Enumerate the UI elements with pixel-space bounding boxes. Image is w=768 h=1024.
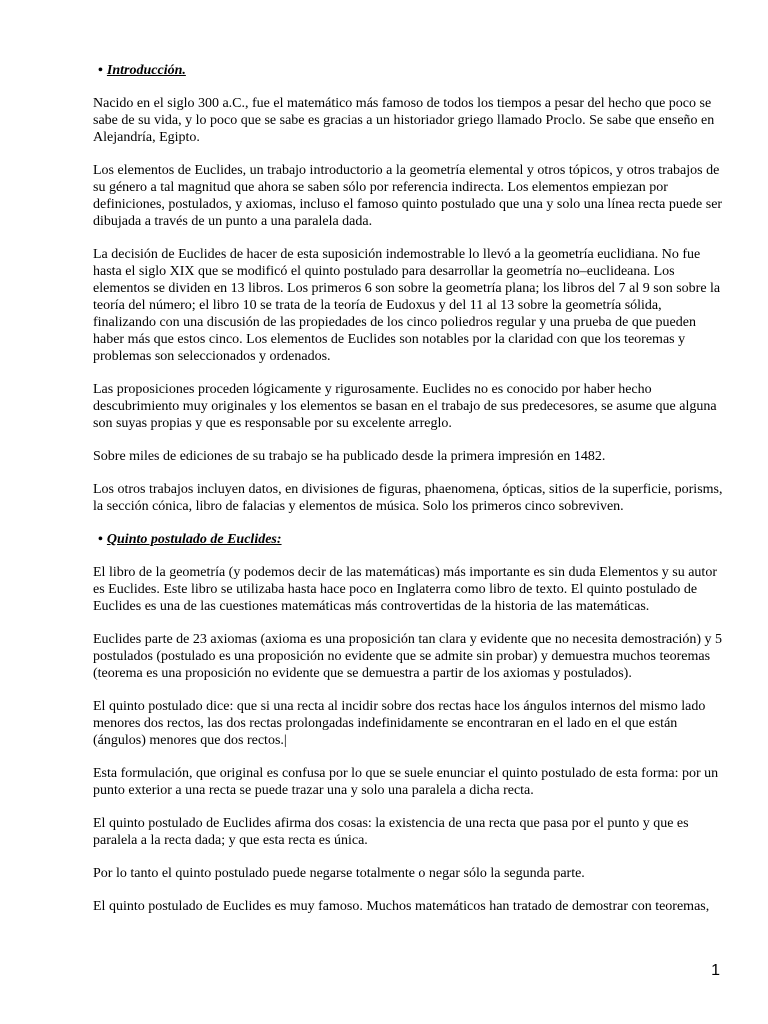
paragraph: Euclides parte de 23 axiomas (axioma es una proposición tan clara y evidente que no necesita demostración) y 5 postulados (postulado es una proposición no evidente que se admite sin probar) y demuestra muchos teoremas (teorema es una proposición no evidente que se demuestra a partir de los axiomas y postulados). <box>93 632 723 681</box>
paragraph: El quinto postulado dice: que si una recta al incidir sobre dos rectas hace los ángulos internos del mismo lado menores dos rectos, las dos rectas prolongadas indefinidamente se encontraran en el lado en el que están (ángulos) menores que dos rectos.| <box>93 699 706 748</box>
heading-text: Introducción. <box>106 63 186 78</box>
paragraph: El quinto postulado de Euclides afirma dos cosas: la existencia de una recta que pasa por el punto y que es paralela a la recta dada; y que esta recta es única. <box>93 816 689 848</box>
paragraph: Las proposiciones proceden lógicamente y rigurosamente. Euclides no es conocido por haber hecho descubrimiento muy originales y los elementos se basan en el trabajo de sus predecesores, se asume que alguna son suyas propias y que es responsable por su excelente arreglo. <box>93 382 717 431</box>
document-page <box>93 62 725 931</box>
paragraph: Nacido en el siglo 300 a.C., fue el matemático más famoso de todos los tiempos a pesar del hecho que poco se sabe de su vida, y lo poco que se sabe es gracias a un historiador griego llamado Proclo. Se sabe que enseño en Alejandría, Egipto. <box>93 96 715 145</box>
paragraph: Los elementos de Euclides, un trabajo introductorio a la geometría elemental y otros tópicos, y otros trabajos de su género a tal magnitud que ahora se saben sólo por referencia indirecta. Los elementos empiezan por definiciones, postulados, y axiomas, incluso el famoso quinto postulado que una y solo una línea recta puede ser dibujada a través de un punto a una paralela dada. <box>93 163 723 229</box>
paragraph: Esta formulación, que original es confusa por lo que se suele enunciar el quinto postulado de esta forma: por un punto exterior a una recta se puede trazar una y solo una paralela a dicha recta. <box>93 766 719 798</box>
bullet-icon: • <box>98 532 103 547</box>
paragraph: El quinto postulado de Euclides es muy famoso. Muchos matemáticos han tratado de demostrar con teoremas, <box>93 899 710 914</box>
section-heading-quinto-postulado <box>98 531 725 548</box>
paragraph: Sobre miles de ediciones de su trabajo se ha publicado desde la primera impresión en 1482. <box>93 449 606 464</box>
paragraph: El libro de la geometría (y podemos decir de las matemáticas) más importante es sin duda Elementos y su autor es Euclides. Este libro se utilizaba hasta hace poco en Inglaterra como libro de texto. El quinto postulado de Euclides es una de las cuestiones matemáticas más controvertidas de la historia de las matemáticas. <box>93 565 717 614</box>
page-number: 1 <box>711 962 720 979</box>
paragraph: Los otros trabajos incluyen datos, en divisiones de figuras, phaenomena, ópticas, sitios de la superficie, porisms, la sección cónica, libro de falacias y elementos de música. Solo los primeros cinco sobreviven. <box>93 482 723 514</box>
paragraph: La decisión de Euclides de hacer de esta suposición indemostrable lo llevó a la geometría euclidiana. No fue hasta el siglo XIX que se modificó el quinto postulado para desarrollar la geometría no–euclideana. Los elementos se dividen en 13 libros. Los primeros 6 son sobre la geometría plana; los libros del 7 al 9 son sobre la teoría del número; el libro 10 se trata de la teoría de Eudoxus y del 11 al 13 sobre la geometría sólida, finalizando con una discusión de las propiedades de los cinco poliedros regular y una prueba de que pueden haber más que estos cinco. Los elementos de Euclides son notables por la claridad con que los teoremas y problemas son seleccionados y ordenados. <box>93 247 721 364</box>
bullet-icon: • <box>98 63 103 78</box>
paragraph: Por lo tanto el quinto postulado puede negarse totalmente o negar sólo la segunda parte. <box>93 866 585 881</box>
heading-text: Quinto postulado de Euclides: <box>106 532 282 547</box>
section-heading-introduccion <box>98 62 725 79</box>
